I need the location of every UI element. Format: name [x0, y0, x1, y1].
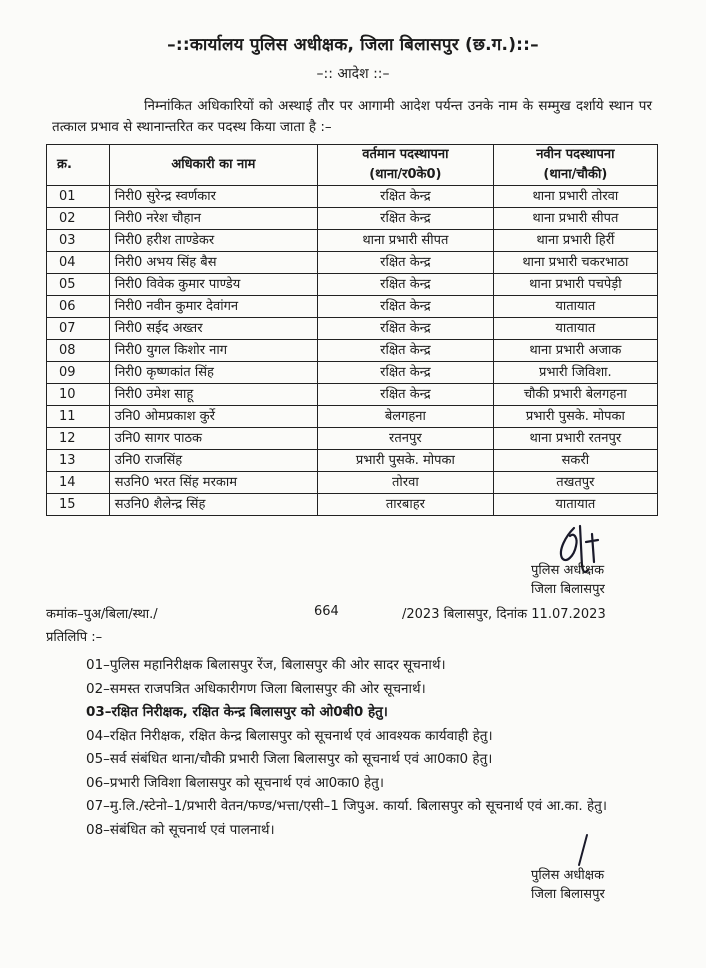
cell-current-posting: रक्षित केन्द्र — [318, 252, 494, 274]
copy-list — [86, 654, 656, 842]
table-row — [47, 296, 658, 318]
signature-block-top — [531, 561, 605, 599]
cell-current-posting: बेलगहना — [318, 406, 494, 428]
cell-new-posting: प्रभारी जिविशा. — [493, 362, 657, 384]
cell-new-posting: थाना प्रभारी अजाक — [493, 340, 657, 362]
header-current-line1: वर्तमान पदस्थापना — [362, 147, 449, 162]
copy-item-7: 07–मु.लि./स्टेनो–1/प्रभारी वेतन/फण्ड/भत्ता/एसी–1 जिपुअ. कार्या. बिलासपुर को सूचनार्थ एवं आ.का. हेतु। — [86, 798, 607, 814]
cell-current-posting: रक्षित केन्द्र — [318, 384, 494, 406]
cell-officer-name: सउनि0 शैलेन्द्र सिंह — [109, 494, 317, 516]
cell-current-posting: रक्षित केन्द्र — [318, 318, 494, 340]
copy-to-label: प्रतिलिपि :– — [46, 630, 103, 645]
order-ref: कमांक–पुअ/बिला/स्था./ — [46, 607, 158, 622]
copy-item-4: 04–रक्षित निरीक्षक, रक्षित केन्द्र बिलासपुर को सूचनार्थ एवं आवश्यक कार्यवाही हेतु। — [86, 727, 493, 744]
cell-officer-name: उनि0 राजसिंह — [109, 450, 317, 472]
cell-current-posting: थाना प्रभारी सीपत — [318, 230, 494, 252]
header-current-line2: (थाना/र0के0) — [369, 167, 442, 182]
table-row — [47, 406, 658, 428]
cell-new-posting: थाना प्रभारी रतनपुर — [493, 428, 657, 450]
cell-new-posting: थाना प्रभारी पचपेड़ी — [493, 274, 657, 296]
copy-item-5: 05–सर्व संबंधित थाना/चौकी प्रभारी जिला बिलासपुर को सूचनार्थ एवं आ0का0 हेतु। — [86, 751, 493, 767]
cell-current-posting: प्रभारी पुसके. मोपका — [318, 450, 494, 472]
cell-sn: 09 — [47, 362, 110, 384]
cell-new-posting: यातायात — [493, 296, 657, 318]
signatory-designation: पुलिस अधीक्षक — [531, 563, 605, 578]
cell-sn: 13 — [47, 450, 110, 472]
copy-item-8: 08–संबंधित को सूचनार्थ एवं पालनार्थ। — [86, 821, 275, 838]
table-row — [47, 208, 658, 230]
order-intro: निम्नांकित अधिकारियों को अस्थाई तौर पर आगामी आदेश पर्यन्त उनके नाम के सम्मुख दर्शाये स्थान पर तत्काल प्रभाव से स्थानान्तरित कर पदस्थ किया जाता है :– — [52, 98, 652, 135]
copy-item-6: 06–प्रभारी जिविशा बिलासपुर को सूचनार्थ एवं आ0का0 हेतु। — [86, 774, 384, 791]
order-heading: –:: आदेश ::– — [316, 66, 390, 82]
cell-new-posting: थाना प्रभारी सीपत — [493, 208, 657, 230]
cell-current-posting: तारबाहर — [318, 494, 494, 516]
table-row — [47, 362, 658, 384]
office-title: –::कार्यालय पुलिस अधीक्षक, जिला बिलासपुर (छ.ग.)::– — [167, 35, 539, 55]
table-row — [47, 450, 658, 472]
cell-current-posting: रक्षित केन्द्र — [318, 208, 494, 230]
transfer-table — [46, 144, 658, 516]
cell-sn: 14 — [47, 472, 110, 494]
cell-new-posting: यातायात — [493, 494, 657, 516]
cell-officer-name: निरी0 सुरेन्द्र स्वर्णकार — [109, 186, 317, 208]
cell-sn: 10 — [47, 384, 110, 406]
cell-officer-name: निरी0 विवेक कुमार पाण्डेय — [109, 274, 317, 296]
cell-sn: 05 — [47, 274, 110, 296]
cell-officer-name: उनि0 सागर पाठक — [109, 428, 317, 450]
cell-officer-name: निरी0 युगल किशोर नाग — [109, 340, 317, 362]
order-number: 664 — [314, 604, 339, 619]
copy-item-1: 01–पुलिस महानिरीक्षक बिलासपुर रेंज, बिलासपुर की ओर सादर सूचनार्थ। — [86, 657, 446, 673]
table-row — [47, 340, 658, 362]
cell-new-posting: थाना प्रभारी तोरवा — [493, 186, 657, 208]
table-row — [47, 274, 658, 296]
header-new-posting — [493, 145, 657, 186]
header-current-posting — [318, 145, 494, 186]
signatory-district-bottom: जिला बिलासपुर — [531, 887, 605, 902]
cell-sn: 15 — [47, 494, 110, 516]
cell-current-posting: रक्षित केन्द्र — [318, 296, 494, 318]
cell-officer-name: निरी0 अभय सिंह बैस — [109, 252, 317, 274]
cell-sn: 12 — [47, 428, 110, 450]
table-row — [47, 472, 658, 494]
cell-sn: 04 — [47, 252, 110, 274]
cell-new-posting: प्रभारी पुसके. मोपका — [493, 406, 657, 428]
cell-officer-name: सउनि0 भरत सिंह मरकाम — [109, 472, 317, 494]
table-row — [47, 428, 658, 450]
order-date: /2023 बिलासपुर, दिनांक 11.07.2023 — [402, 607, 606, 622]
cell-current-posting: रक्षित केन्द्र — [318, 362, 494, 384]
cell-sn: 03 — [47, 230, 110, 252]
cell-officer-name: निरी0 नवीन कुमार देवांगन — [109, 296, 317, 318]
cell-officer-name: निरी0 नरेश चौहान — [109, 208, 317, 230]
table-row — [47, 252, 658, 274]
cell-sn: 06 — [47, 296, 110, 318]
table-row — [47, 494, 658, 516]
signatory-designation-bottom: पुलिस अधीक्षक — [531, 868, 605, 883]
header-new-line1: नवीन पदस्थापना — [536, 147, 615, 162]
copy-item-3: 03–रक्षित निरीक्षक, रक्षित केन्द्र बिलासपुर को ओ0बी0 हेतु। — [86, 704, 388, 720]
signature-block-bottom — [531, 866, 605, 904]
cell-sn: 08 — [47, 340, 110, 362]
header-sn: क्र. — [47, 145, 110, 186]
cell-sn: 07 — [47, 318, 110, 340]
cell-current-posting: रतनपुर — [318, 428, 494, 450]
initial-mark — [573, 833, 593, 867]
cell-new-posting: चौकी प्रभारी बेलगहना — [493, 384, 657, 406]
table-row — [47, 318, 658, 340]
cell-officer-name: निरी0 उमेश साहू — [109, 384, 317, 406]
cell-officer-name: निरी0 हरीश ताण्डेकर — [109, 230, 317, 252]
cell-current-posting: तोरवा — [318, 472, 494, 494]
cell-sn: 11 — [47, 406, 110, 428]
table-body — [47, 186, 658, 516]
cell-officer-name: निरी0 कृष्णकांत सिंह — [109, 362, 317, 384]
cell-new-posting: थाना प्रभारी हिर्री — [493, 230, 657, 252]
table-header-row — [47, 145, 658, 186]
cell-new-posting: सकरी — [493, 450, 657, 472]
cell-sn: 01 — [47, 186, 110, 208]
copy-item-2: 02–समस्त राजपत्रित अधिकारीगण जिला बिलासपुर की ओर सूचनार्थ। — [86, 680, 426, 697]
header-new-line2: (थाना/चौकी) — [543, 167, 608, 182]
header-officer-name: अधिकारी का नाम — [109, 145, 317, 186]
cell-new-posting: यातायात — [493, 318, 657, 340]
table-row — [47, 186, 658, 208]
signatory-district: जिला बिलासपुर — [531, 582, 605, 597]
cell-current-posting: रक्षित केन्द्र — [318, 274, 494, 296]
cell-current-posting: रक्षित केन्द्र — [318, 340, 494, 362]
cell-new-posting: थाना प्रभारी चकरभाठा — [493, 252, 657, 274]
cell-current-posting: रक्षित केन्द्र — [318, 186, 494, 208]
cell-new-posting: तखतपुर — [493, 472, 657, 494]
cell-officer-name: उनि0 ओमप्रकाश कुर्रे — [109, 406, 317, 428]
table-row — [47, 230, 658, 252]
table-row — [47, 384, 658, 406]
cell-sn: 02 — [47, 208, 110, 230]
cell-officer-name: निरी0 सईद अख्तर — [109, 318, 317, 340]
